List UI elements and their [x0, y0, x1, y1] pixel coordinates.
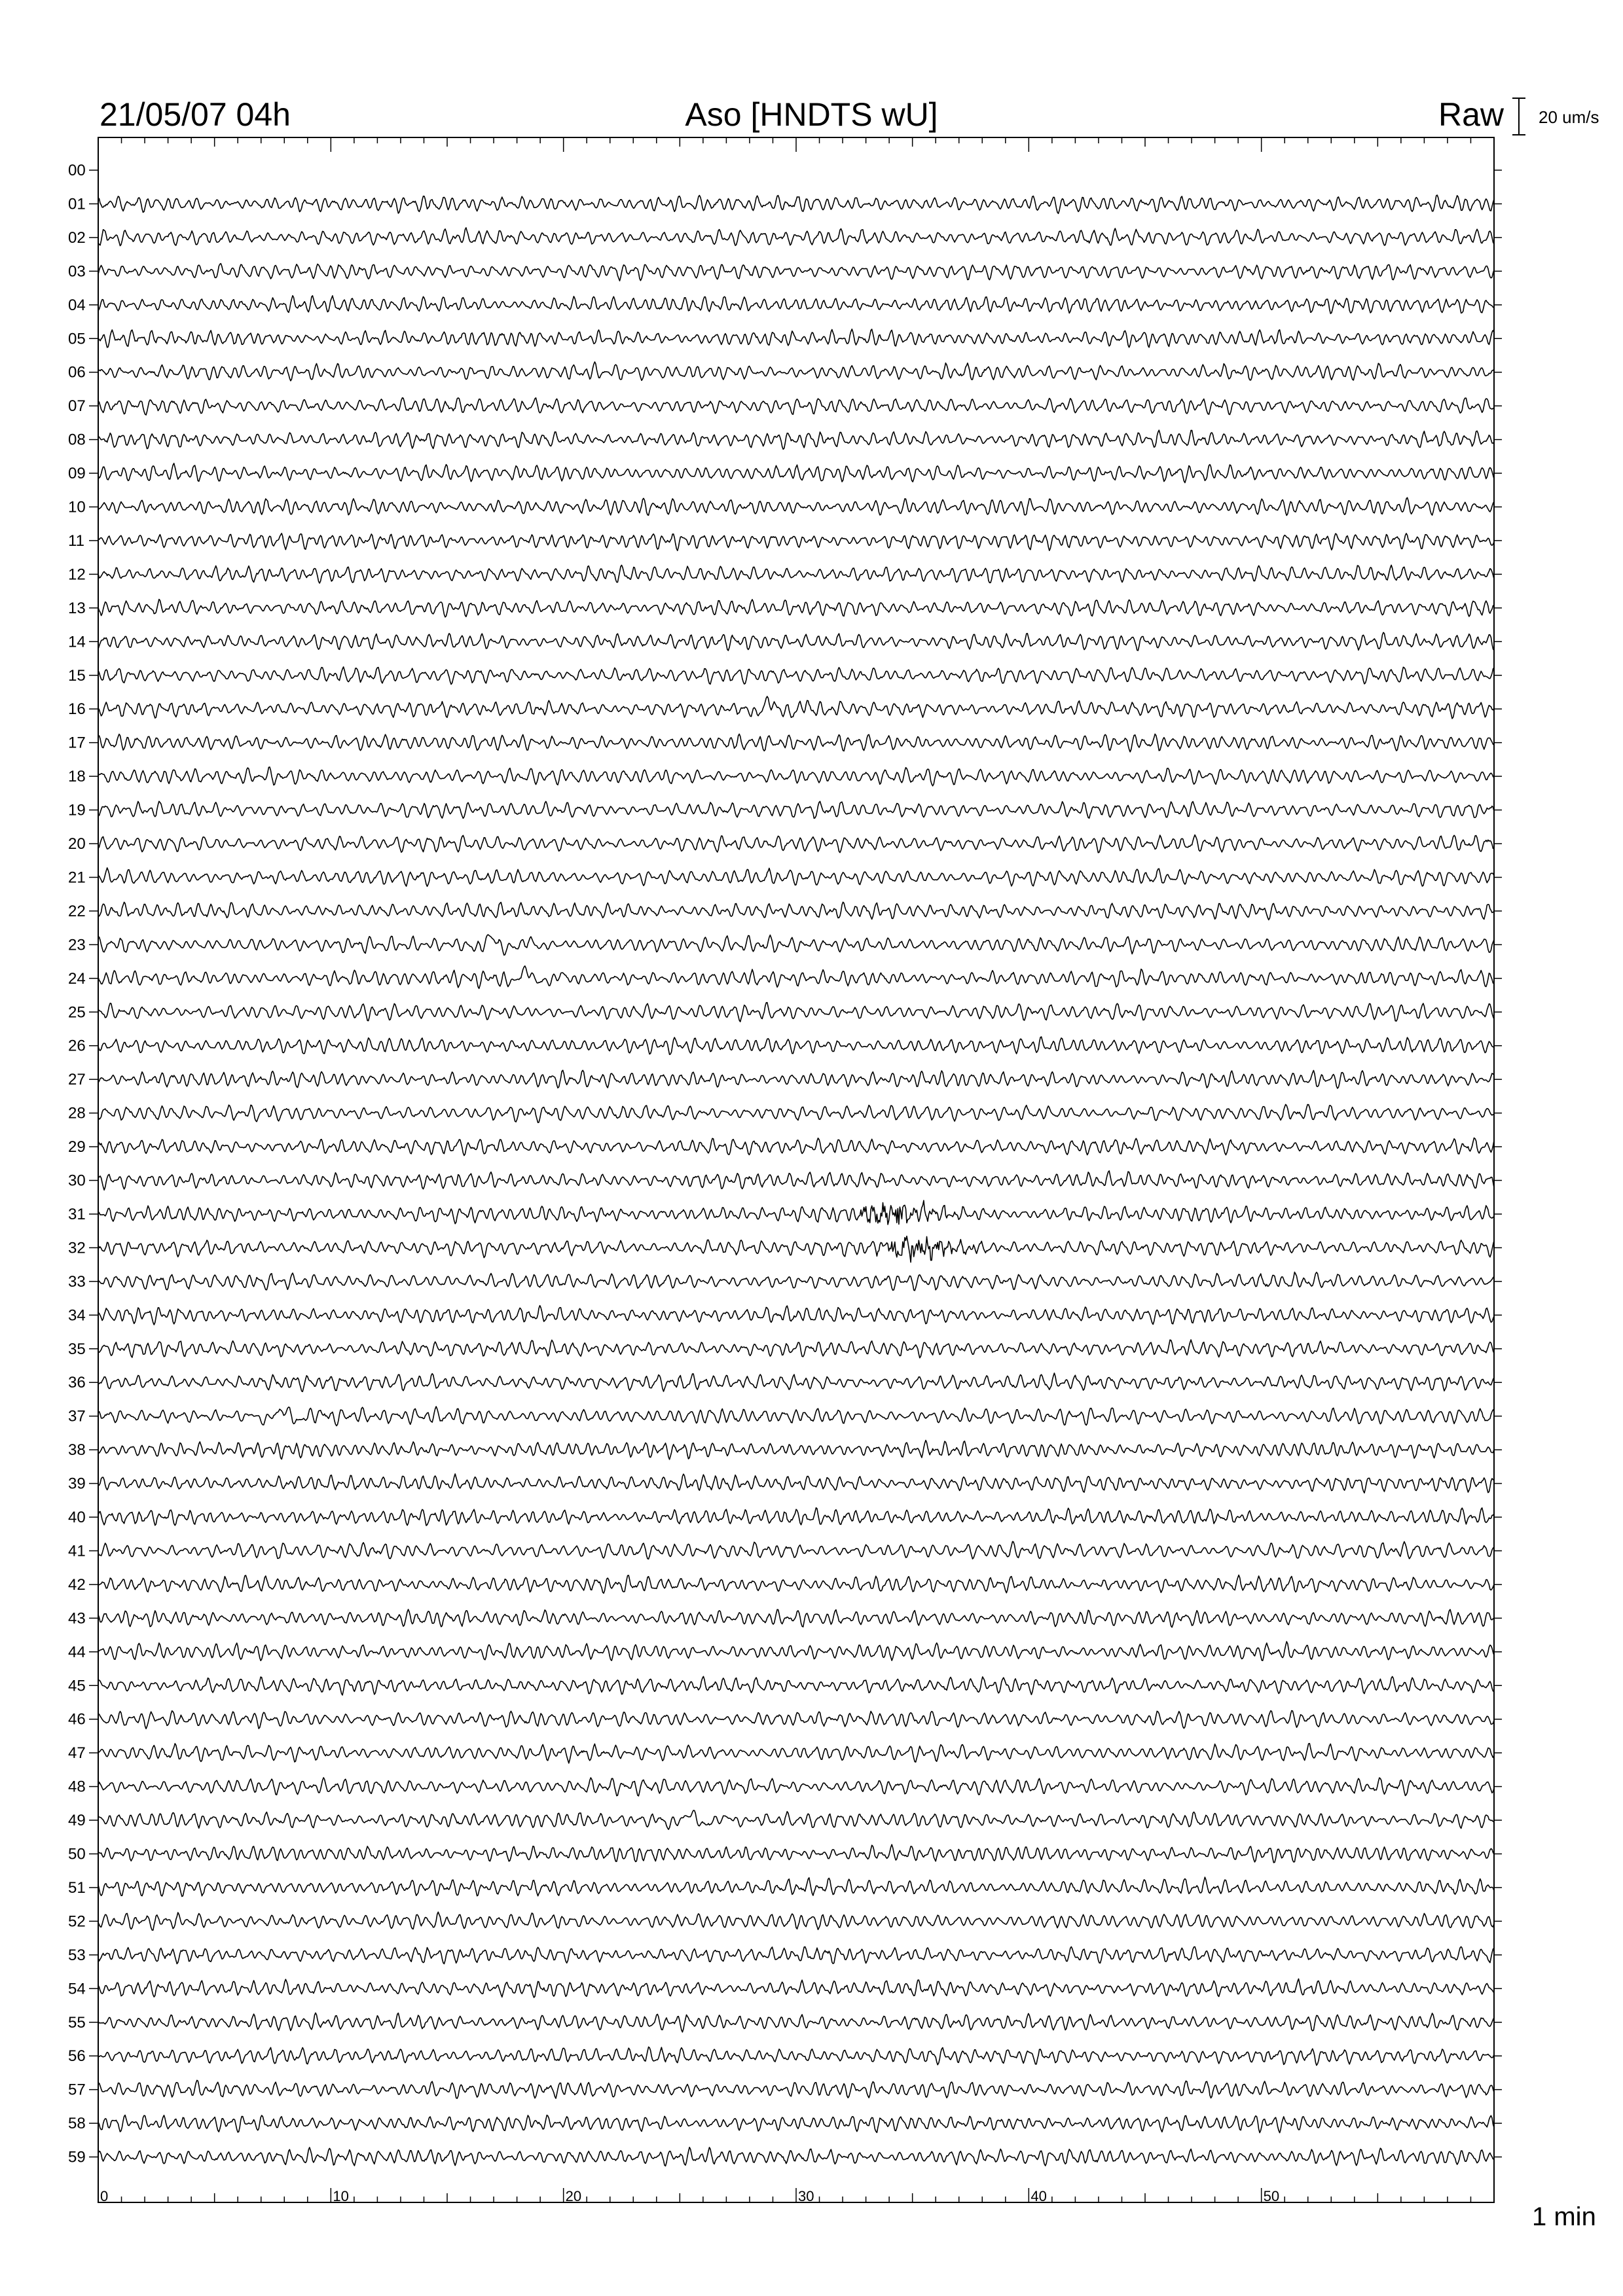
trace-line — [98, 565, 1494, 583]
row-label: 04 — [68, 296, 86, 314]
x-tick-label: 40 — [1030, 2188, 1047, 2204]
trace-line — [98, 632, 1494, 651]
trace-line — [98, 1912, 1494, 1930]
row-label: 42 — [68, 1575, 86, 1594]
trace-line — [98, 2115, 1494, 2133]
row-label: 47 — [68, 1744, 86, 1763]
trace-line — [98, 2047, 1494, 2066]
trace-line — [98, 600, 1494, 617]
chart-title: Aso [HNDTS wU] — [685, 96, 938, 133]
row-label: 03 — [68, 262, 86, 281]
row-label: 30 — [68, 1172, 86, 1190]
row-label: 52 — [68, 1912, 86, 1931]
trace-line — [98, 2080, 1494, 2098]
trace-line — [98, 835, 1494, 853]
trace-line — [98, 1778, 1494, 1796]
trace-line — [98, 1711, 1494, 1729]
row-label: 51 — [68, 1878, 86, 1897]
trace-line — [98, 1373, 1494, 1391]
row-label: 58 — [68, 2115, 86, 2133]
row-label: 11 — [68, 531, 84, 550]
x-tick-label: 10 — [333, 2188, 349, 2204]
row-label: 02 — [68, 228, 86, 247]
x-tick-label: 20 — [565, 2188, 582, 2204]
row-label: 33 — [68, 1272, 86, 1291]
row-label: 25 — [68, 1003, 86, 1022]
mode-label: Raw — [1438, 96, 1504, 133]
trace-line — [98, 329, 1494, 348]
row-label: 50 — [68, 1845, 86, 1863]
trace-line — [98, 667, 1494, 685]
trace-line — [98, 1744, 1494, 1763]
trace-line — [98, 935, 1494, 955]
row-label: 06 — [68, 363, 86, 382]
row-label: 55 — [68, 2013, 86, 2032]
trace-line — [98, 767, 1494, 786]
trace-line — [98, 296, 1494, 314]
row-label: 17 — [68, 734, 86, 752]
row-label: 44 — [68, 1643, 86, 1661]
row-label: 38 — [68, 1441, 86, 1460]
row-label: 36 — [68, 1374, 86, 1392]
trace-line — [98, 966, 1494, 989]
trace-line — [98, 1407, 1494, 1426]
trace-line — [98, 1508, 1494, 1526]
trace-line — [98, 801, 1494, 818]
trace-line — [98, 1844, 1494, 1863]
row-label: 15 — [68, 666, 86, 685]
row-label: 40 — [68, 1509, 86, 1526]
trace-line — [98, 1037, 1494, 1054]
trace-line — [98, 1609, 1494, 1627]
row-label: 54 — [68, 1980, 86, 1998]
trace-line — [98, 1138, 1494, 1156]
x-tick-label: 50 — [1263, 2188, 1280, 2204]
trace-line — [98, 1003, 1494, 1022]
row-label: 27 — [68, 1071, 86, 1089]
row-label: 39 — [68, 1475, 86, 1493]
row-label: 16 — [68, 700, 86, 719]
trace-line — [98, 1946, 1494, 1964]
row-label: 56 — [68, 2047, 86, 2066]
row-label: 29 — [68, 1138, 86, 1157]
trace-line — [98, 868, 1494, 886]
trace-line — [98, 533, 1494, 550]
row-label: 43 — [68, 1609, 86, 1628]
row-label: 10 — [68, 498, 86, 516]
trace-line — [98, 1340, 1494, 1358]
row-label: 07 — [68, 397, 86, 416]
trace-line — [98, 195, 1494, 213]
row-label: 22 — [68, 902, 86, 920]
row-label: 24 — [68, 969, 86, 988]
trace-line — [98, 1877, 1494, 1896]
row-label: 23 — [68, 936, 86, 954]
trace-line — [98, 362, 1494, 381]
trace-line — [98, 1810, 1494, 1829]
row-label: 46 — [68, 1710, 86, 1729]
row-label: 14 — [68, 633, 86, 651]
row-label: 37 — [68, 1407, 86, 1426]
row-label: 12 — [68, 565, 86, 584]
row-label: 28 — [68, 1104, 86, 1122]
trace-line — [98, 430, 1494, 449]
row-label: 31 — [68, 1205, 86, 1223]
amplitude-scale-label: 20 um/s — [1539, 107, 1599, 127]
trace-line — [98, 2013, 1494, 2032]
trace-line — [98, 1575, 1494, 1594]
row-label: 34 — [68, 1306, 86, 1325]
trace-line — [98, 1306, 1494, 1325]
duration-label: 1 min — [1532, 2202, 1596, 2231]
row-label: 49 — [68, 1812, 86, 1830]
trace-line — [98, 463, 1494, 483]
trace-line — [98, 1676, 1494, 1695]
row-label: 18 — [68, 768, 86, 786]
row-label: 59 — [68, 2148, 86, 2166]
row-label: 45 — [68, 1677, 86, 1695]
row-label: 05 — [68, 330, 86, 348]
row-label: 09 — [68, 465, 86, 483]
trace-line — [98, 1641, 1494, 1660]
row-label: 08 — [68, 431, 86, 449]
trace-line — [98, 1541, 1494, 1559]
trace-line — [98, 1070, 1494, 1088]
trace-line — [98, 1171, 1494, 1190]
trace-line — [98, 1200, 1494, 1225]
date-label: 21/05/07 04h — [100, 96, 291, 133]
trace-line — [98, 902, 1494, 920]
x-tick-label: 30 — [798, 2188, 814, 2204]
row-label: 48 — [68, 1778, 86, 1796]
trace-line — [98, 1104, 1494, 1122]
x-tick-label: 0 — [100, 2188, 109, 2204]
row-label: 01 — [68, 195, 86, 213]
trace-line — [98, 1979, 1494, 1998]
row-label: 13 — [68, 599, 86, 617]
trace-line — [98, 264, 1494, 281]
trace-line — [98, 497, 1494, 515]
trace-line — [98, 2147, 1494, 2166]
row-label: 57 — [68, 2081, 86, 2099]
trace-line — [98, 1474, 1494, 1493]
trace-line — [98, 696, 1494, 719]
trace-line — [98, 398, 1494, 415]
row-label: 32 — [68, 1239, 86, 1257]
row-label: 00 — [68, 162, 86, 179]
plot-frame — [98, 137, 1494, 2202]
row-label: 53 — [68, 1946, 86, 1964]
trace-line — [98, 734, 1494, 752]
row-label: 35 — [68, 1340, 86, 1358]
row-label: 26 — [68, 1037, 86, 1055]
trace-line — [98, 1272, 1494, 1291]
row-label: 20 — [68, 835, 86, 853]
row-label: 19 — [68, 801, 86, 819]
trace-line — [98, 1236, 1494, 1263]
row-label: 21 — [68, 869, 86, 887]
trace-line — [98, 228, 1494, 246]
row-label: 41 — [68, 1542, 86, 1560]
trace-line — [98, 1441, 1494, 1460]
